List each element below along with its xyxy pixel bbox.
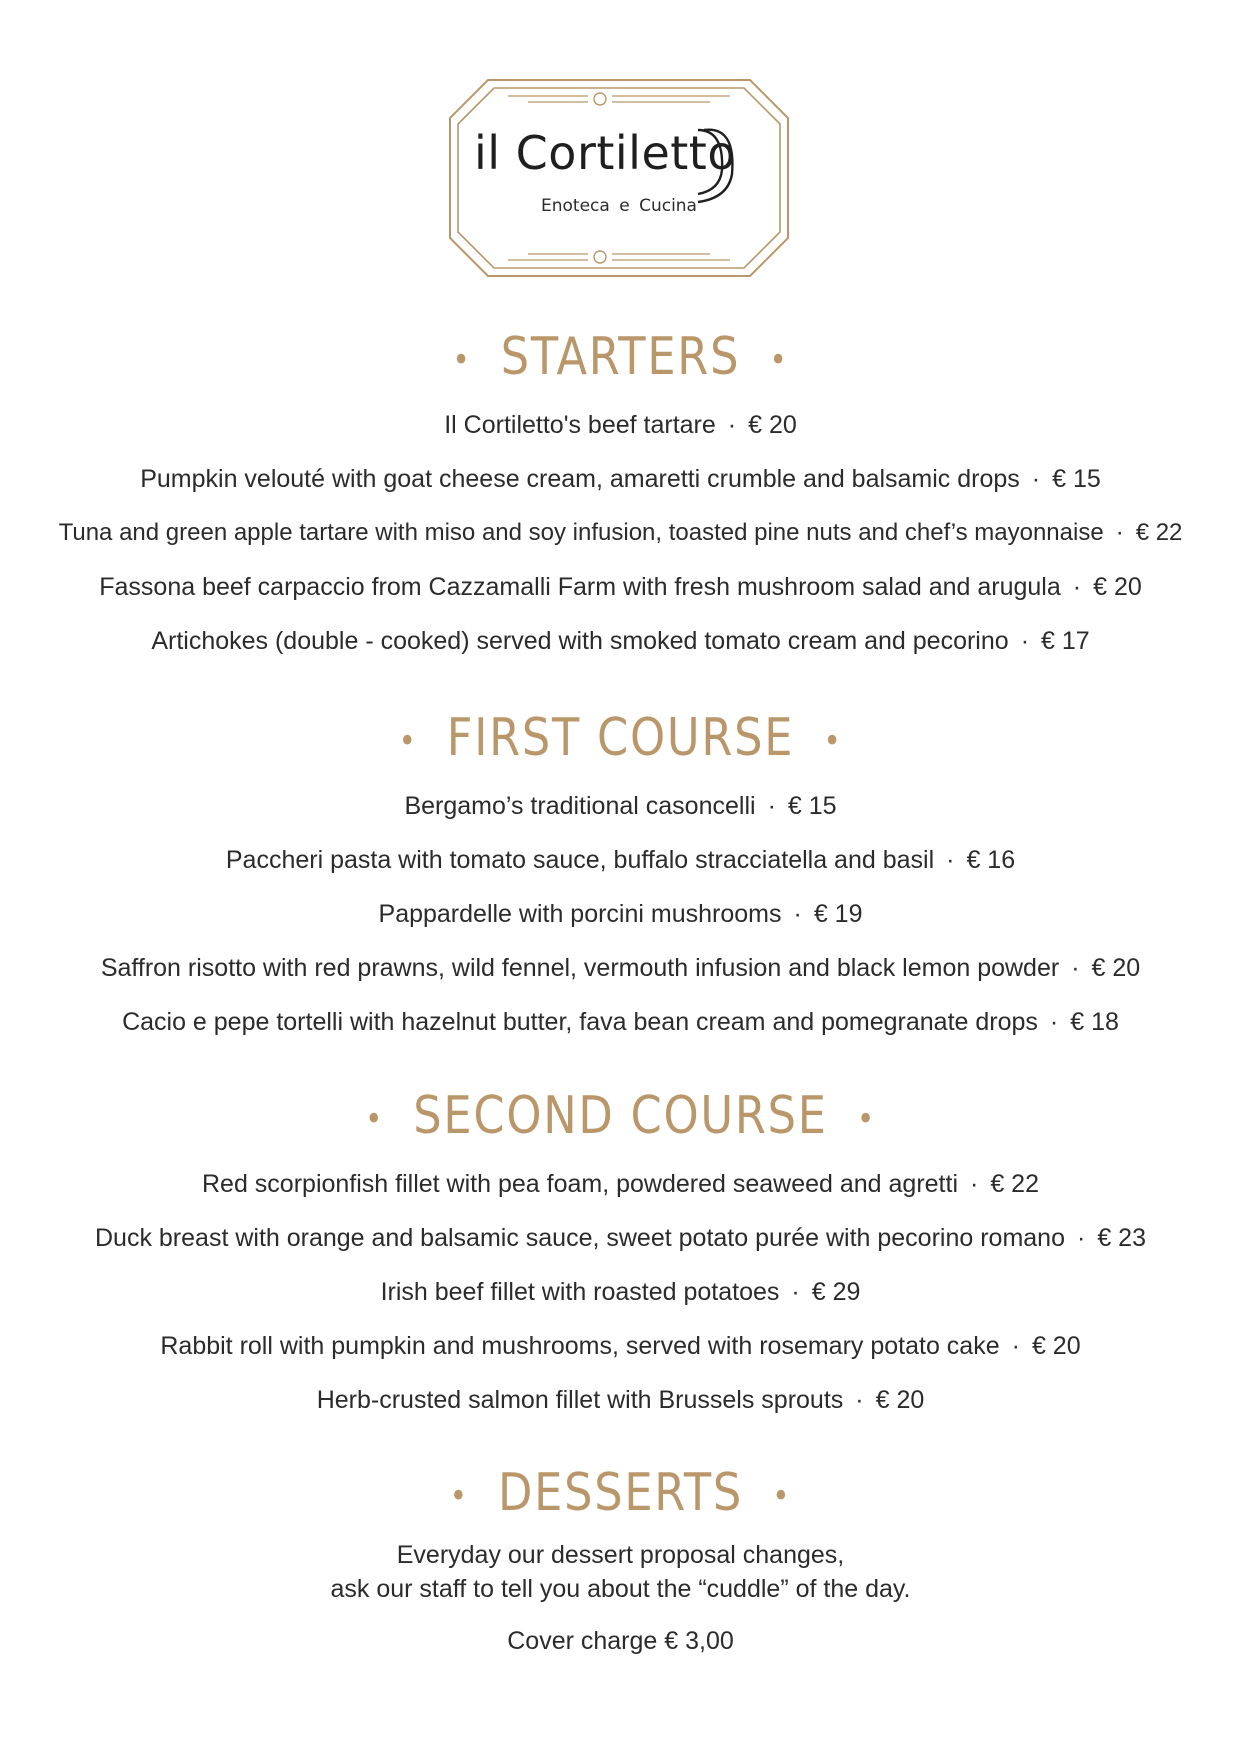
menu-item — [0, 779, 1241, 833]
menu-item — [0, 1265, 1241, 1319]
section-desserts — [0, 1462, 1241, 1658]
item-name: Red scorpionfish fillet with pea foam, powdered seaweed and agretti — [202, 1170, 958, 1198]
separator-dot: · — [970, 1170, 979, 1198]
section-title — [87, 1462, 1154, 1524]
item-price: € 23 — [1097, 1224, 1146, 1252]
menu-item — [0, 614, 1241, 668]
menu-item — [0, 833, 1241, 887]
item-name: Cacio e pepe tortelli with hazelnut butter, fava bean cream and pomegranate drops — [122, 1008, 1038, 1036]
bullet-icon: • — [772, 1476, 792, 1516]
menu-item — [0, 887, 1241, 941]
section-title-text: FIRST COURSE — [446, 708, 795, 768]
item-price: € 29 — [811, 1278, 861, 1306]
item-price: € 20 — [875, 1386, 925, 1414]
separator-dot: · — [1049, 1008, 1059, 1036]
item-name: Saffron risotto with red prawns, wild fennel, vermouth infusion and black lemon powder — [100, 954, 1060, 982]
bullet-icon: • — [452, 340, 472, 380]
menu-items — [0, 1157, 1241, 1427]
section-title — [87, 326, 1154, 388]
separator-dot: · — [946, 846, 955, 874]
section-title — [87, 707, 1154, 769]
menu-item — [0, 1157, 1241, 1211]
menu-items — [0, 779, 1241, 1049]
section-second-course — [0, 1085, 1241, 1427]
menu-item — [0, 398, 1241, 452]
item-name: Fassona beef carpaccio from Cazzamalli Farm with fresh mushroom salad and arugula — [99, 573, 1061, 601]
dessert-description-line2: ask our staff to tell you about the “cuddle” of the day. — [330, 1575, 911, 1603]
item-name: Pappardelle with porcini mushrooms — [378, 900, 782, 928]
restaurant-logo — [448, 78, 790, 278]
dessert-description — [0, 1538, 1241, 1606]
logo-name: il Cortiletto — [474, 126, 736, 180]
logo-tagline: Enoteca e Cucina — [541, 196, 697, 216]
bullet-icon: • — [823, 721, 843, 761]
item-price: € 20 — [1093, 573, 1142, 601]
bullet-icon: • — [398, 721, 418, 761]
bullet-icon: • — [449, 1476, 469, 1516]
item-name: Irish beef fillet with roasted potatoes — [380, 1278, 780, 1306]
item-price: € 20 — [748, 411, 797, 439]
menu-item — [0, 506, 1241, 560]
section-first-course — [0, 707, 1241, 1049]
item-name: Artichokes (double - cooked) served with smoked tomato cream and pecorino — [151, 627, 1009, 655]
menu-item — [0, 941, 1241, 995]
item-price: € 20 — [1031, 1332, 1081, 1360]
item-price: € 22 — [1135, 519, 1183, 546]
item-price: € 22 — [990, 1170, 1039, 1198]
item-name: Herb-crusted salmon fillet with Brussels sprouts — [316, 1386, 844, 1414]
separator-dot: · — [1031, 465, 1041, 493]
separator-dot: · — [1072, 573, 1082, 601]
separator-dot: · — [793, 900, 802, 928]
separator-dot: · — [1115, 519, 1124, 546]
menu-item — [0, 1319, 1241, 1373]
separator-dot: · — [1011, 1332, 1020, 1360]
item-price: € 19 — [813, 900, 863, 928]
separator-dot: · — [791, 1278, 800, 1306]
section-title-text: STARTERS — [500, 327, 741, 387]
item-price: € 15 — [787, 792, 837, 820]
menu-item — [0, 452, 1241, 506]
bullet-icon: • — [769, 340, 789, 380]
separator-dot: · — [1020, 627, 1030, 655]
menu-item — [0, 995, 1241, 1049]
item-price: € 16 — [966, 846, 1016, 874]
menu-item — [0, 1373, 1241, 1427]
item-name: Tuna and green apple tartare with miso and soy infusion, toasted pine nuts and chef’s mayonnaise — [58, 519, 1104, 546]
bullet-icon: • — [856, 1099, 876, 1139]
item-name: Duck breast with orange and balsamic sauce, sweet potato purée with pecorino romano — [95, 1224, 1065, 1252]
menu-items — [0, 398, 1241, 668]
item-price: € 20 — [1091, 954, 1141, 982]
section-title-text: SECOND COURSE — [413, 1086, 828, 1146]
dessert-description-line1: Everyday our dessert proposal changes, — [396, 1541, 845, 1569]
item-price: € 17 — [1041, 627, 1090, 655]
item-name: Il Cortiletto's beef tartare — [444, 411, 716, 439]
menu-item — [0, 560, 1241, 614]
item-name: Paccheri pasta with tomato sauce, buffalo stracciatella and basil — [225, 846, 935, 874]
section-title-text: DESSERTS — [497, 1463, 743, 1523]
item-name: Rabbit roll with pumpkin and mushrooms, served with rosemary potato cake — [160, 1332, 1000, 1360]
section-title — [87, 1085, 1154, 1147]
section-starters — [0, 326, 1241, 668]
separator-dot: · — [1076, 1224, 1086, 1252]
item-name: Bergamo’s traditional casoncelli — [404, 792, 756, 820]
cover-charge: Cover charge € 3,00 — [507, 1627, 734, 1655]
item-price: € 18 — [1070, 1008, 1119, 1036]
separator-dot: · — [727, 411, 737, 439]
item-name: Pumpkin velouté with goat cheese cream, amaretti crumble and balsamic drops — [140, 465, 1020, 493]
bullet-icon: • — [365, 1099, 385, 1139]
item-price: € 15 — [1052, 465, 1101, 493]
separator-dot: · — [767, 792, 776, 820]
menu-item — [0, 1211, 1241, 1265]
separator-dot: · — [855, 1386, 864, 1414]
separator-dot: · — [1071, 954, 1080, 982]
